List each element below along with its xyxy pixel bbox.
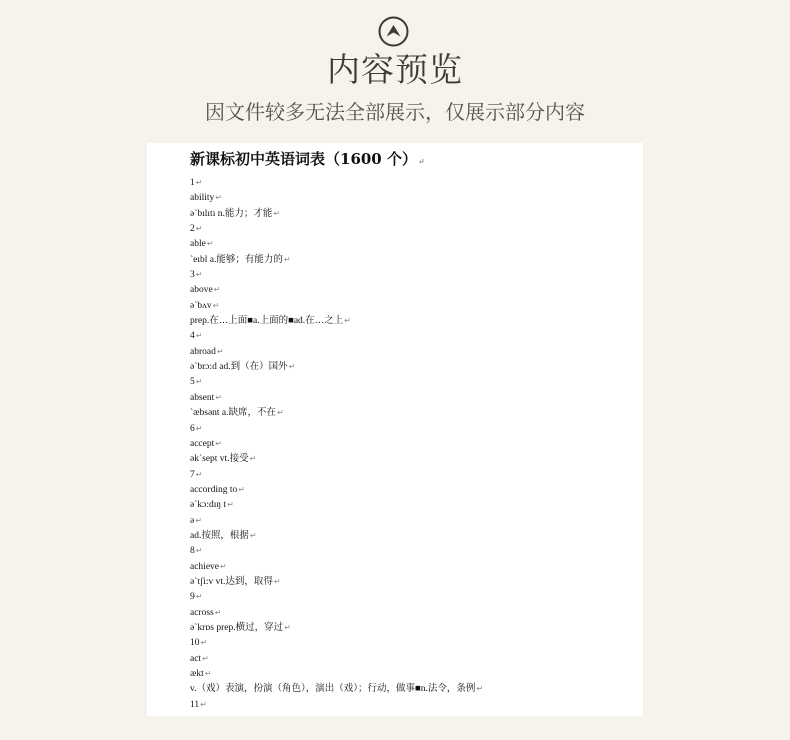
list-item: `æbsənt a.缺席，不在↵ — [190, 408, 284, 419]
list-item: v.（戏）表演，扮演（角色），演出（戏）；行动，做事■n.法令，条例↵ — [190, 684, 484, 695]
list-item: ability↵ — [190, 193, 222, 204]
preview-header — [0, 0, 790, 140]
list-item: prep.在…上面■a.上面的■ad.在…之上↵ — [190, 316, 351, 327]
list-item: across↵ — [190, 607, 222, 618]
list-item: 8↵ — [190, 546, 203, 557]
list-item: `eıbl a.能够；有能力的↵ — [190, 254, 291, 265]
list-item: ə`brɔ:d ad.到（在）国外↵ — [190, 362, 296, 373]
list-item: ə`krɒs prep.横过，穿过↵ — [190, 622, 291, 633]
vocabulary-list — [190, 175, 630, 712]
page-title: 内容预览 — [327, 50, 463, 89]
list-item: absent↵ — [190, 392, 222, 403]
list-item: act↵ — [190, 653, 209, 664]
list-item: achieve↵ — [190, 561, 227, 572]
list-item: 10↵ — [190, 638, 208, 649]
list-item: 3↵ — [190, 270, 203, 281]
document-title: 新课标初中英语词表（1600 个）↵ — [190, 150, 425, 168]
document-preview — [147, 143, 643, 716]
list-item: 7↵ — [190, 469, 203, 480]
list-item: 11↵ — [190, 699, 207, 710]
list-item: above↵ — [190, 285, 221, 296]
list-item: 5↵ — [190, 377, 203, 388]
list-item: able↵ — [190, 239, 214, 250]
list-item: ə`tʃi:v vt.达到，取得↵ — [190, 576, 281, 587]
list-item: ə`kɔ:dıŋ t↵ — [190, 500, 234, 511]
list-item: ə`bılıtı n.能力；才能↵ — [190, 208, 281, 219]
list-item: 2↵ — [190, 224, 203, 235]
list-item: according to↵ — [190, 484, 245, 495]
list-item: 6↵ — [190, 423, 203, 434]
list-item: ək`sept vt.接受↵ — [190, 454, 257, 465]
list-item: abroad↵ — [190, 346, 224, 357]
list-item: ækt↵ — [190, 669, 212, 679]
list-item: ad.按照，根据↵ — [190, 530, 257, 541]
list-item: 1↵ — [190, 178, 203, 188]
chevron-up-circle-icon — [378, 16, 409, 47]
list-item: 4↵ — [190, 331, 203, 342]
page-subtitle: 因文件较多无法全部展示，仅展示部分内容 — [205, 100, 585, 124]
list-item: 9↵ — [190, 592, 203, 603]
list-item: ə↵ — [190, 515, 202, 526]
list-item: ə`bʌv↵ — [190, 300, 220, 311]
list-item: accept↵ — [190, 438, 222, 449]
